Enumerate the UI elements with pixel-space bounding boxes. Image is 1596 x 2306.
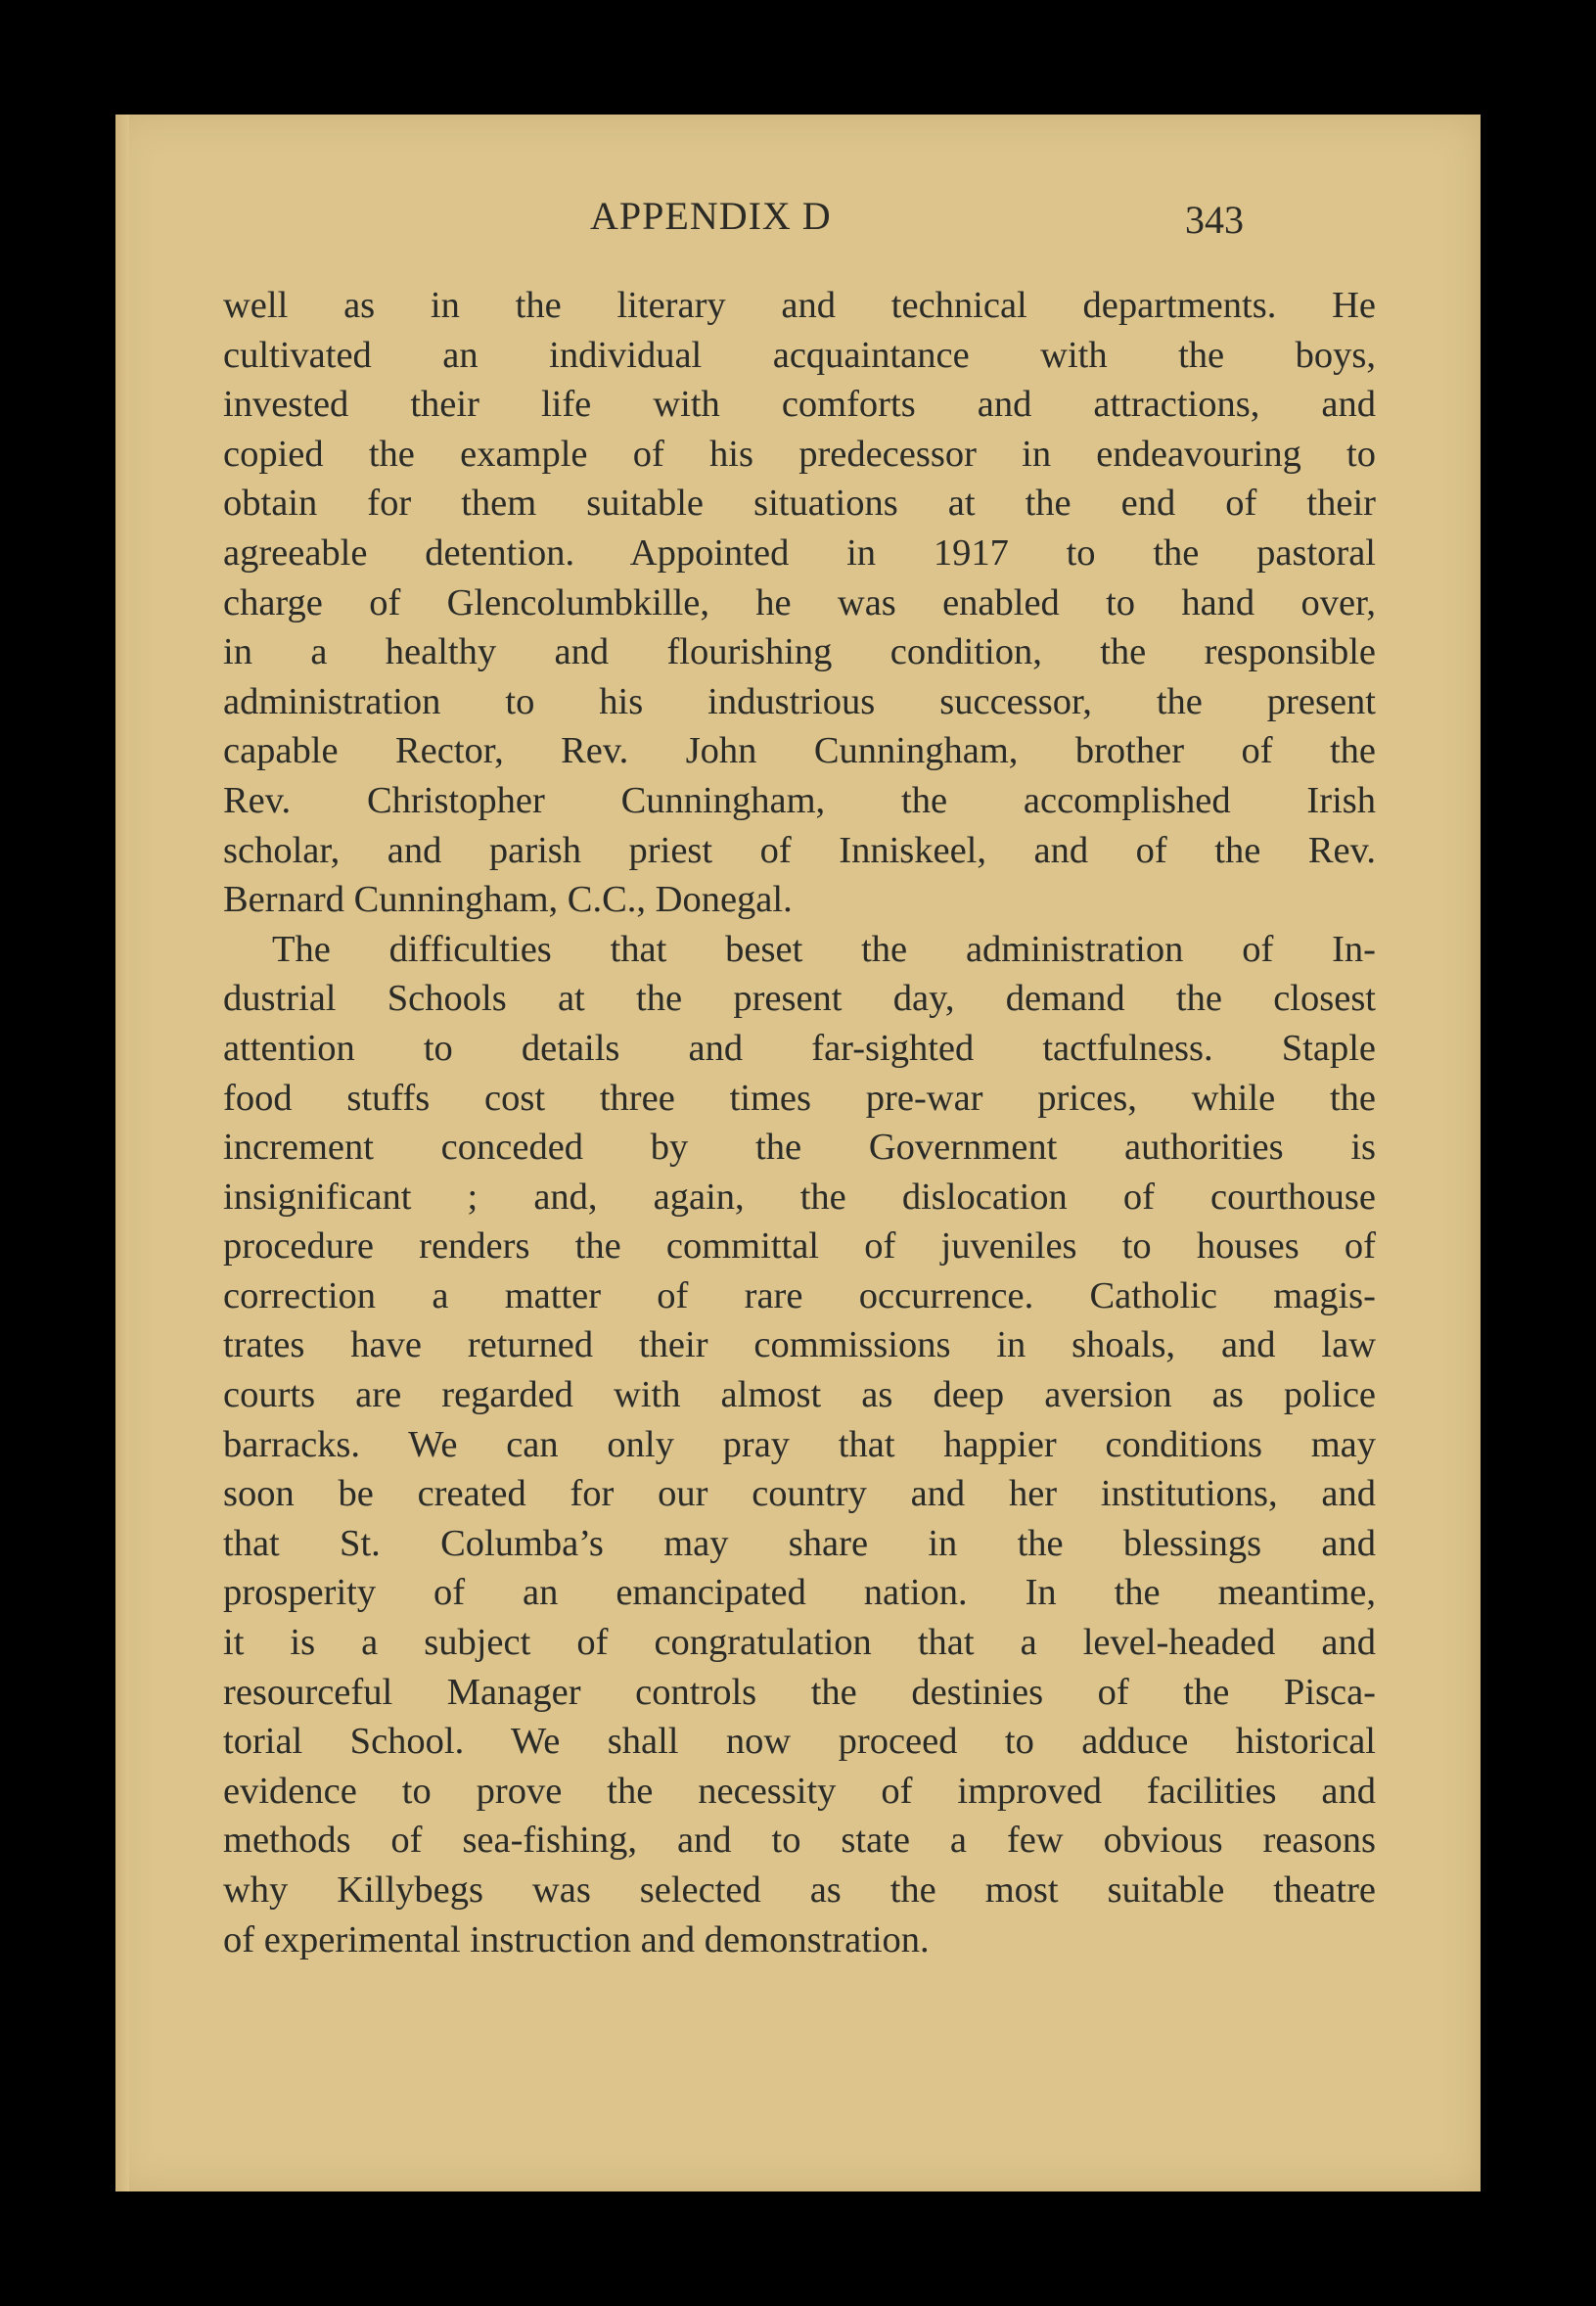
text-line: dustrial Schools at the present day, demand the closest <box>223 978 1376 1020</box>
text-line: evidence to prove the necessity of improved facilities and <box>223 1770 1376 1812</box>
text-line: invested their life with comforts and attractions, and <box>223 384 1376 426</box>
text-line: in a healthy and flourishing condition, the responsible <box>223 631 1376 673</box>
text-line: that St. Columba’s may share in the blessings and <box>223 1522 1376 1564</box>
page-gutter-edge <box>115 115 129 2191</box>
text-line: courts are regarded with almost as deep aversion as police <box>223 1374 1376 1416</box>
text-line: scholar, and parish priest of Inniskeel, and of the Rev. <box>223 829 1376 871</box>
text-line: Rev. Christopher Cunningham, the accomplished Irish <box>223 779 1376 821</box>
text-line: barracks. We can only pray that happier conditions may <box>223 1423 1376 1465</box>
book-page <box>115 115 1481 2191</box>
text-line: administration to his industrious successor, the present <box>223 680 1376 722</box>
text-line: charge of Glencolumbkille, he was enabled to hand over, <box>223 581 1376 623</box>
text-line: trates have returned their commissions in shoals, and law <box>223 1324 1376 1366</box>
text-line: agreeable detention. Appointed in 1917 to the pastoral <box>223 531 1376 574</box>
text-line: cultivated an individual acquaintance with the boys, <box>223 334 1376 376</box>
text-line: torial School. We shall now proceed to adduce historical <box>223 1721 1376 1763</box>
text-line: well as in the literary and technical departments. He <box>223 285 1376 326</box>
text-line: attention to details and far-sighted tactfulness. Staple <box>223 1027 1376 1069</box>
text-line: prosperity of an emancipated nation. In the meantime, <box>223 1572 1376 1614</box>
text-line: The difficulties that beset the administration of In- <box>272 928 1376 970</box>
page-number: 343 <box>1185 198 1244 242</box>
text-line: capable Rector, Rev. John Cunningham, brother of the <box>223 730 1376 772</box>
text-line: obtain for them suitable situations at the end of their <box>223 483 1376 525</box>
text-line: insignificant ; and, again, the dislocation of courthouse <box>223 1176 1376 1218</box>
page-header <box>115 193 1481 252</box>
text-line: methods of sea-fishing, and to state a few obvious reasons <box>223 1820 1376 1862</box>
text-line: procedure renders the committal of juveniles to houses of <box>223 1225 1376 1268</box>
text-line: correction a matter of rare occurrence. Catholic magis- <box>223 1274 1376 1316</box>
text-line: resourceful Manager controls the destinies of the Pisca- <box>223 1671 1376 1713</box>
text-line: it is a subject of congratulation that a level-headed and <box>223 1622 1376 1664</box>
text-line: soon be created for our country and her institutions, and <box>223 1473 1376 1515</box>
paragraph <box>223 925 1376 1964</box>
text-line: increment conceded by the Government authorities is <box>223 1127 1376 1169</box>
text-line: of experimental instruction and demonstration. <box>223 1918 930 1960</box>
text-line: why Killybegs was selected as the most suitable theatre <box>223 1869 1376 1911</box>
running-head: APPENDIX D <box>590 194 832 238</box>
paragraph <box>223 281 1376 925</box>
body-text <box>223 281 1376 1964</box>
text-line: Bernard Cunningham, C.C., Donegal. <box>223 879 793 921</box>
text-line: food stuffs cost three times pre-war prices, while the <box>223 1077 1376 1119</box>
text-line: copied the example of his predecessor in endeavouring to <box>223 433 1376 475</box>
